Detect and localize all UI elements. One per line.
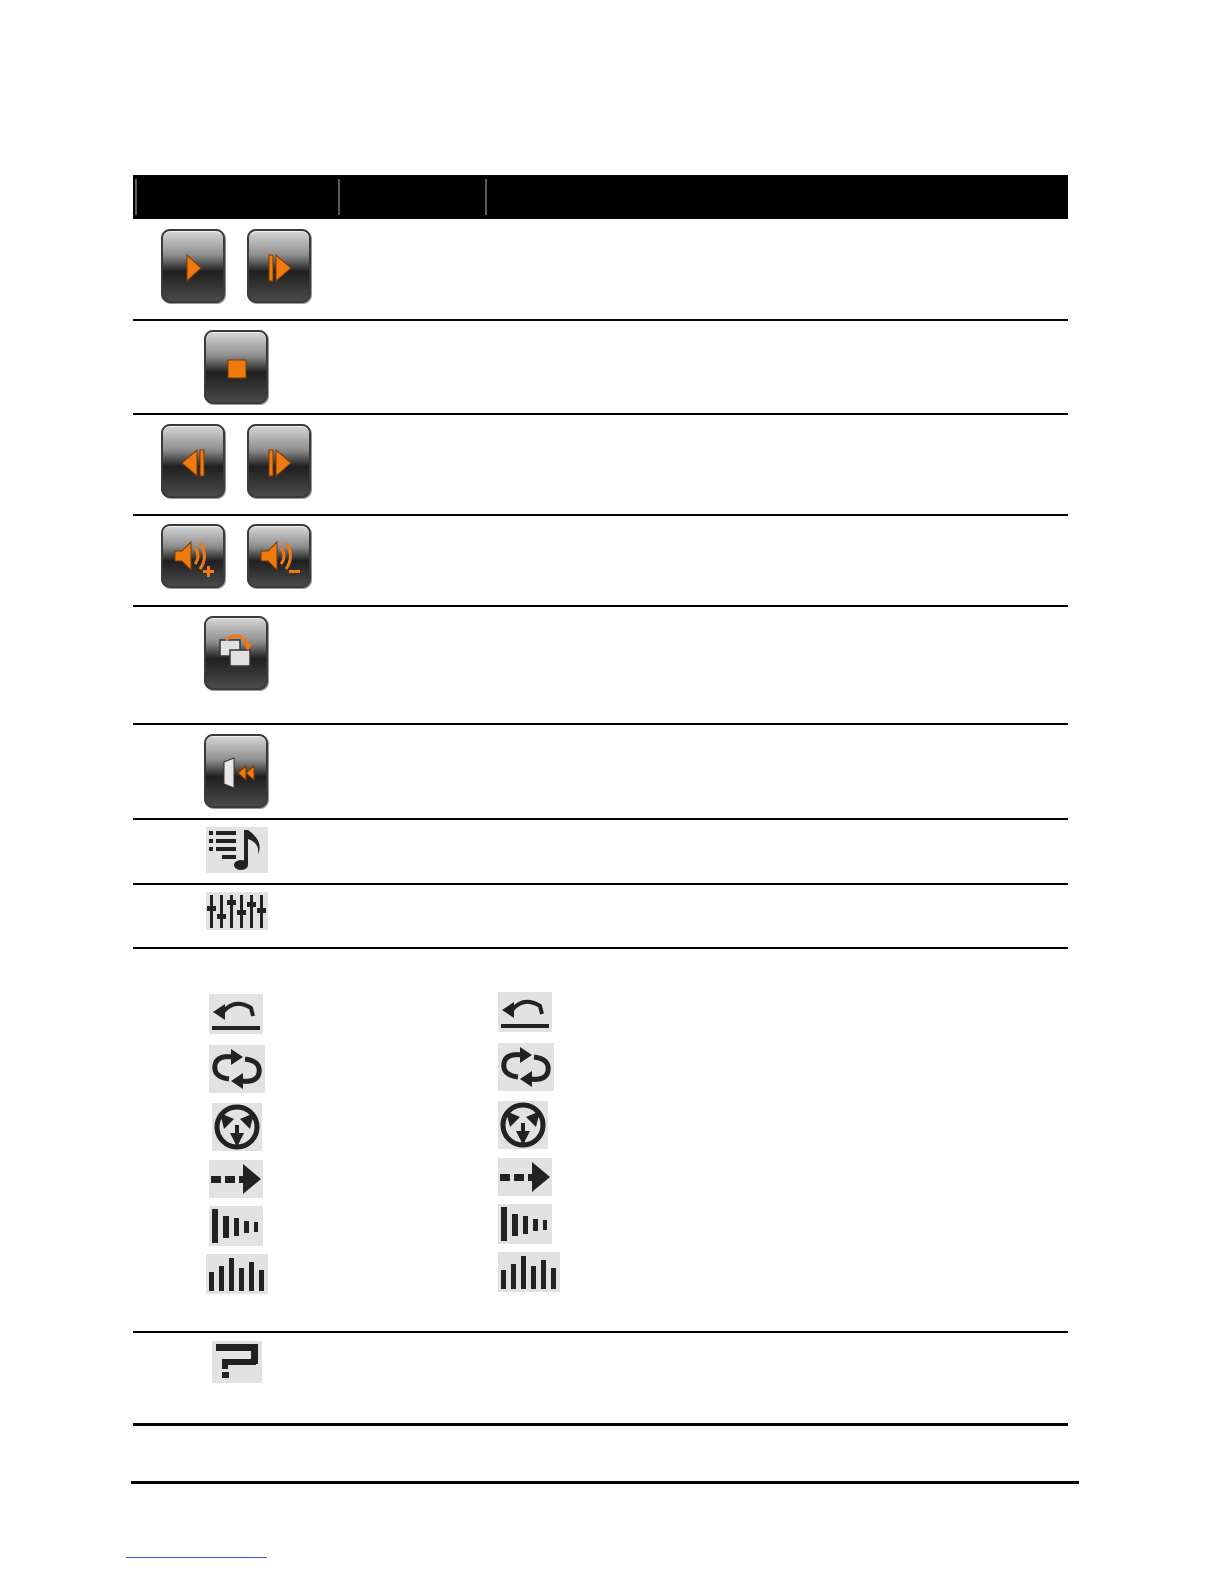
- stop-button[interactable]: [204, 330, 268, 404]
- in-order-icon: [209, 1160, 263, 1198]
- volume-down-button[interactable]: [247, 524, 311, 588]
- pause-button[interactable]: [247, 229, 311, 303]
- row-divider: [133, 319, 1068, 321]
- mode-icon-right: [498, 1252, 560, 1292]
- row-divider: [133, 605, 1068, 607]
- switch-view-icon: [206, 618, 266, 688]
- mode-icon-left: [212, 1103, 262, 1151]
- table-header: [133, 175, 1068, 219]
- repeat-all-icon: [209, 1045, 265, 1093]
- mode-icon-right: [498, 1158, 552, 1196]
- switch-view-button[interactable]: [204, 616, 268, 690]
- shuffle-icon: [498, 1101, 548, 1149]
- help-icon: [212, 1341, 262, 1383]
- playlist-button[interactable]: [206, 827, 268, 873]
- shuffle-icon: [212, 1103, 262, 1151]
- exit-button[interactable]: [204, 734, 268, 808]
- table-bottom-border: [133, 1423, 1068, 1426]
- previous-track-icon: [163, 426, 223, 496]
- row-divider: [133, 514, 1068, 516]
- header-divider: [135, 179, 137, 215]
- mode-icon-left: [209, 1160, 263, 1198]
- visual-bars-icon: [209, 1206, 263, 1246]
- stop-icon: [206, 332, 266, 402]
- volume-up-icon: [163, 526, 223, 586]
- mode-icon-right: [498, 1043, 554, 1091]
- header-divider: [338, 179, 340, 215]
- playlist-icon: [206, 827, 268, 873]
- mode-icon-left: [206, 1254, 268, 1294]
- header-divider: [485, 179, 487, 215]
- mode-icon-right: [498, 1101, 548, 1149]
- row-divider: [133, 883, 1068, 885]
- mode-icon-right: [498, 992, 552, 1032]
- mode-icon-left: [209, 994, 263, 1034]
- footer-rule: [131, 1481, 1079, 1484]
- volume-down-icon: [249, 526, 309, 586]
- help-button[interactable]: [212, 1341, 262, 1383]
- play-icon: [163, 231, 223, 301]
- mode-icon-left: [209, 1206, 263, 1246]
- equalizer-button[interactable]: [206, 892, 268, 930]
- mode-icon-left: [209, 1045, 265, 1093]
- row-divider: [133, 1331, 1068, 1333]
- play-button[interactable]: [161, 229, 225, 303]
- previous-button[interactable]: [161, 424, 225, 498]
- mode-icon-right: [498, 1204, 552, 1244]
- row-divider: [133, 413, 1068, 415]
- visual-bars-icon: [498, 1204, 552, 1244]
- repeat-once-icon: [209, 994, 263, 1034]
- footer-link-underline[interactable]: [126, 1557, 267, 1558]
- row-divider: [133, 947, 1068, 949]
- repeat-once-icon: [498, 992, 552, 1032]
- equalizer-bars-icon: [498, 1252, 560, 1292]
- next-button[interactable]: [247, 424, 311, 498]
- exit-icon: [206, 736, 266, 806]
- repeat-all-icon: [498, 1043, 554, 1091]
- equalizer-bars-icon: [206, 1254, 268, 1294]
- next-track-icon: [249, 426, 309, 496]
- pause-icon: [249, 231, 309, 301]
- row-divider: [133, 723, 1068, 725]
- volume-up-button[interactable]: [161, 524, 225, 588]
- row-divider: [133, 818, 1068, 820]
- in-order-icon: [498, 1158, 552, 1196]
- equalizer-icon: [206, 892, 268, 930]
